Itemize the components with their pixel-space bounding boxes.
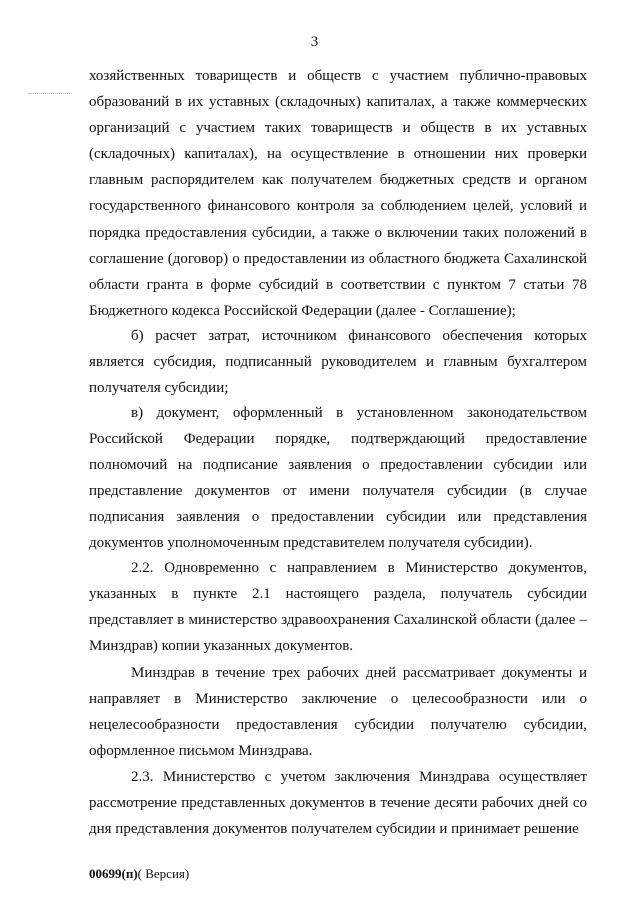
paragraph-continuation: хозяйственных товариществ и обществ с участием публично-правовых образований в их уставных (складочных) капиталах, а также коммерческих организаций с участием таких товариществ и обществ в их уставных (складочных) капиталах), на осуществление в отношении них проверки главным распорядителем как получателем бюджетных средств и органом государственного финансового контроля за соблюдением целей, условий и порядка предоставления субсидии, а также о включении таких положений в соглашение (договор) о предоставлении из областного бюджета Сахалинской области гранта в форме субсидий в соответствии с пунктом 7 статьи 78 Бюджетного кодекса Российской Федерации (далее - Соглашение);: [89, 68, 587, 319]
scan-artifact: [28, 93, 72, 102]
paragraph-item-v: в) документ, оформленный в установленном законодательством Российской Федерации порядке, подтверждающий предоставление полномочий на подписание заявления о предоставлении субсидии или представление документов от имени получателя субсидии (в случае подписания заявления о предоставлении субсидии или представления документов уполномоченным представителем получателя субсидии).: [89, 405, 587, 552]
paragraph-minzdrav: Минздрав в течение трех рабочих дней рассматривает документы и направляет в Министерство заключение о целесообразности или о нецелесообразности предоставления субсидии получателю субсидии, оформленное письмом Минздрава.: [89, 665, 587, 760]
paragraph-2-3: 2.3. Министерство с учетом заключения Минздрава осуществляет рассмотрение представленных документов в течение десяти рабочих дней со дня представления документов получателем субсидии и принимает решение: [89, 769, 587, 838]
paragraph-item-b: б) расчет затрат, источником финансового обеспечения которых является субсидия, подписанный руководителем и главным бухгалтером получателя субсидии;: [89, 328, 587, 397]
document-code: 00699(п): [89, 866, 138, 881]
paragraph-2-2: 2.2. Одновременно с направлением в Министерство документов, указанных в пункте 2.1 настоящего раздела, получатель субсидии представляет в министерство здравоохранения Сахалинской области (далее – Минздрав) копии указанных документов.: [89, 560, 587, 655]
document-footer: [89, 866, 189, 882]
page-number: 3: [310, 34, 319, 50]
document-version: ( Версия): [137, 866, 190, 881]
